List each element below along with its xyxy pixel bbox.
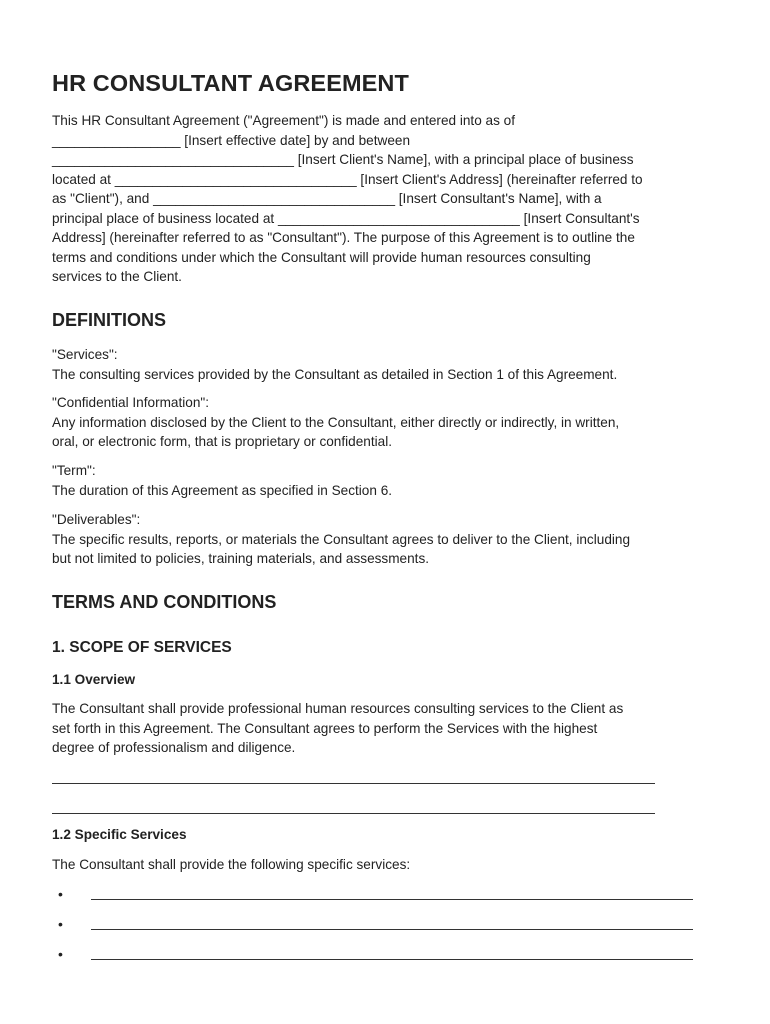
subsection-1-1-heading: 1.1 Overview	[52, 672, 136, 687]
list-item	[58, 886, 698, 906]
blank-fill-line[interactable]	[52, 783, 655, 784]
blank-fill-line[interactable]	[52, 813, 655, 814]
list-item	[58, 916, 698, 936]
document-title: HR CONSULTANT AGREEMENT	[52, 70, 409, 96]
blank-fill-line[interactable]	[91, 929, 693, 930]
section-1-heading: 1. SCOPE OF SERVICES	[52, 639, 232, 656]
intro-line: terms and conditions under which the Consultant will provide human resources consulting	[52, 249, 591, 265]
intro-line: This HR Consultant Agreement ("Agreement") is made and entered into as of	[52, 113, 516, 128]
definition-text: Any information disclosed by the Client to the Consultant, either directly or indirectly, in written,	[52, 414, 620, 430]
specific-services-intro: The Consultant shall provide the following specific services:	[52, 857, 411, 872]
intro-line: services to the Client.	[52, 269, 182, 284]
definition-text: but not limited to policies, training materials, and assessments.	[52, 551, 430, 566]
bullet-icon: •	[58, 886, 63, 902]
blank-fill-line[interactable]	[91, 959, 693, 960]
list-item	[58, 946, 698, 966]
definition-item-confidential-information	[52, 393, 619, 452]
definition-term: "Confidential Information":	[52, 395, 209, 410]
blank-fill-line[interactable]	[91, 899, 693, 900]
subsection-1-2-heading: 1.2 Specific Services	[52, 827, 187, 842]
definitions-heading: DEFINITIONS	[52, 310, 167, 330]
intro-line: located at ________________________________ [Insert Client's Address] (hereinafter referred to	[52, 171, 643, 187]
definition-text: The specific results, reports, or materials the Consultant agrees to deliver to the Client, including	[52, 531, 631, 547]
definition-term: "Term":	[52, 463, 96, 478]
bullet-icon: •	[58, 946, 63, 962]
definition-item-term	[52, 461, 392, 500]
definition-item-deliverables	[52, 510, 630, 569]
definition-text: oral, or electronic form, that is proprietary or confidential.	[52, 434, 392, 449]
overview-paragraph	[52, 699, 623, 758]
intro-line: ________________________________ [Insert Client's Name], with a principal place of business	[52, 152, 634, 167]
terms-heading: TERMS AND CONDITIONS	[52, 592, 277, 612]
intro-line: _________________ [Insert effective date] by and between	[52, 132, 411, 148]
definition-term: "Deliverables":	[52, 512, 141, 527]
intro-line: Address] (hereinafter referred to as "Consultant"). The purpose of this Agreement is to outline the	[52, 230, 635, 245]
overview-line: set forth in this Agreement. The Consultant agrees to perform the Services with the highest	[52, 720, 598, 736]
intro-line: principal place of business located at ________________________________ [Insert Consultant's	[52, 210, 640, 226]
definition-text: The consulting services provided by the Consultant as detailed in Section 1 of this Agreement.	[52, 366, 618, 382]
bullet-icon: •	[58, 916, 63, 932]
definition-term: "Services":	[52, 347, 118, 362]
definition-text: The duration of this Agreement as specified in Section 6.	[52, 482, 393, 498]
intro-paragraph	[52, 111, 732, 287]
overview-line: The Consultant shall provide professional human resources consulting services to the Client as	[52, 701, 624, 716]
intro-line: as "Client"), and ________________________________ [Insert Consultant's Name], with a	[52, 191, 602, 206]
definition-item-services	[52, 345, 617, 384]
overview-line: degree of professionalism and diligence.	[52, 740, 296, 755]
